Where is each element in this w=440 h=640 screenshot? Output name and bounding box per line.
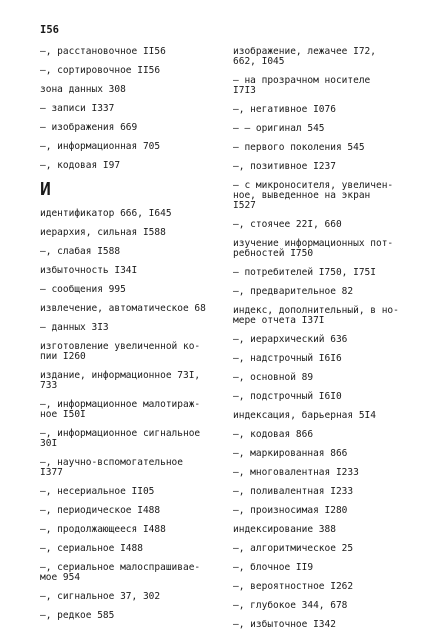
index-entry: –, кодовая I97	[40, 160, 121, 171]
index-entry: –, слабая I588	[40, 246, 121, 257]
index-entry: –, позитивное I237	[233, 161, 336, 172]
index-entry: –, избыточное I342	[233, 619, 336, 630]
index-entry: –, информационное малотираж- ное I50I	[40, 399, 201, 420]
index-entry: зона данных 308	[40, 84, 126, 95]
index-entry: –, надстрочный I6I6	[233, 353, 342, 364]
index-entry: –, алгоритмическое 25	[233, 543, 354, 554]
index-entry: – изображения 669	[40, 122, 138, 133]
index-entry: – сообщения 995	[40, 284, 126, 295]
index-entry: изготовление увеличенной ко- пии I260	[40, 341, 201, 362]
index-entry: –, произносимая I280	[233, 505, 348, 516]
index-entry: –, глубокое 344, 678	[233, 600, 348, 611]
index-entry: –, негативное I076	[233, 104, 336, 115]
index-entry: иерархия, сильная I588	[40, 227, 166, 238]
index-entry: –, поливалентная I233	[233, 486, 354, 497]
index-entry: издание, информационное 73I, 733	[40, 370, 201, 391]
index-column-right	[233, 47, 433, 639]
index-entry: –, многовалентная I233	[233, 467, 359, 478]
index-entry: – потребителей I750, I75I	[233, 267, 376, 278]
index-entry: –, подстрочный I6I0	[233, 391, 342, 402]
index-entry: –, сериальное малоспрашивае- мое 954	[40, 562, 201, 583]
page-number: I56	[40, 24, 59, 36]
index-entry: изучение информационных пот- ребностей I750	[233, 238, 394, 259]
index-entry: индексация, барьерная 5I4	[233, 410, 376, 421]
index-entry: индекс, дополнительный, в но- мере отчета I37I	[233, 305, 399, 326]
index-entry: –, сортировочное II56	[40, 65, 161, 76]
index-entry: –, научно-вспомогательное I377	[40, 457, 183, 478]
index-entry: –, несериальное II05	[40, 486, 155, 497]
index-entry: – с микроносителя, увеличен- ное, выведенное на экран I527	[233, 180, 394, 211]
letter-heading: И	[40, 179, 51, 200]
index-entry: –, информационная 705	[40, 141, 161, 152]
index-entry: изображение, лежачее I72, 662, I045	[233, 46, 376, 67]
index-entry: –, вероятностное I262	[233, 581, 354, 592]
index-entry: – записи I337	[40, 103, 115, 114]
index-entry: –, иерархический 636	[233, 334, 348, 345]
index-column-left	[40, 47, 230, 630]
index-entry: –, блочное II9	[233, 562, 314, 573]
index-entry: –, кодовая 866	[233, 429, 314, 440]
index-entry: –, сигнальное 37, 302	[40, 591, 161, 602]
index-entry: –, расстановочное II56	[40, 46, 166, 57]
index-entry: – на прозрачном носителе I7I3	[233, 75, 371, 96]
index-entry: извлечение, автоматическое 68	[40, 303, 206, 314]
index-entry: – первого поколения 545	[233, 142, 365, 153]
index-entry: –, стоячее 22I, 660	[233, 219, 342, 230]
index-entry: – – оригинал 545	[233, 123, 325, 134]
index-entry: –, периодическое I488	[40, 505, 161, 516]
index-entry: –, маркированная 866	[233, 448, 348, 459]
index-entry: –, сериальное I488	[40, 543, 143, 554]
index-entry: избыточность I34I	[40, 265, 138, 276]
index-entry: –, редкое 585	[40, 610, 115, 621]
index-entry: индексирование 388	[233, 524, 336, 535]
index-entry: идентификатор 666, I645	[40, 208, 172, 219]
index-entry: –, предварительное 82	[233, 286, 354, 297]
index-entry: – данных 3I3	[40, 322, 109, 333]
index-entry: –, продолжающееся I488	[40, 524, 166, 535]
index-entry: –, основной 89	[233, 372, 314, 383]
index-entry: –, информационное сигнальное 30I	[40, 428, 201, 449]
